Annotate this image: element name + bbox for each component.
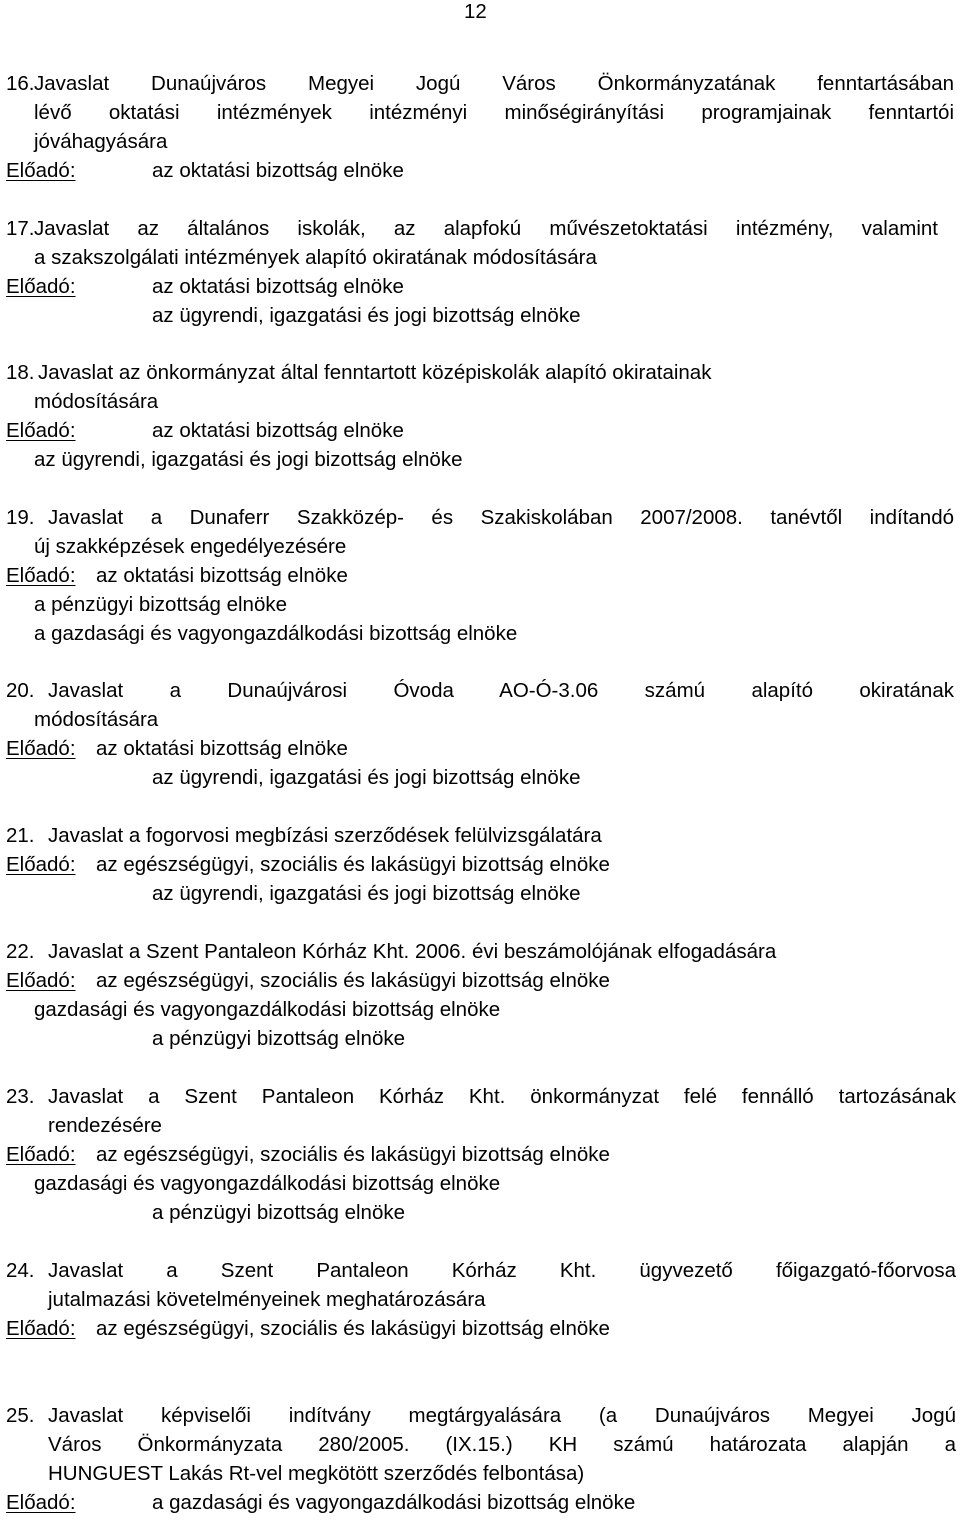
item-title-line: Javaslat az önkormányzat által fenntartott középiskolák alapító okiratainak: [38, 361, 712, 384]
presenter-label: Előadó:: [6, 1317, 76, 1340]
item-number: 24.: [6, 1259, 35, 1282]
item-number: 17.: [6, 217, 35, 240]
presenter: a pénzügyi bizottság elnöke: [152, 1201, 406, 1224]
presenter-label: Előadó:: [6, 1143, 76, 1166]
presenter: gazdasági és vagyongazdálkodási bizottság elnöke: [34, 998, 501, 1021]
presenter-label: Előadó:: [6, 275, 76, 298]
presenter: az ügyrendi, igazgatási és jogi bizottság elnöke: [152, 304, 581, 327]
item-title-line: lévő oktatási intézmények intézményi minőségirányítási programjainak fenntartói: [34, 101, 954, 124]
page-number: 12: [464, 0, 487, 23]
presenter: gazdasági és vagyongazdálkodási bizottság elnöke: [34, 1172, 501, 1195]
presenter: az oktatási bizottság elnöke: [152, 159, 404, 182]
presenter: az egészségügyi, szociális és lakásügyi bizottság elnöke: [96, 969, 610, 992]
presenter: az egészségügyi, szociális és lakásügyi bizottság elnöke: [96, 1143, 610, 1166]
item-title-line: Javaslat a Szent Pantaleon Kórház Kht. 2006. évi beszámolójának elfogadására: [48, 940, 777, 963]
item-title-line: jóváhagyására: [34, 130, 168, 153]
presenter: az egészségügyi, szociális és lakásügyi bizottság elnöke: [96, 1317, 610, 1340]
item-number: 22.: [6, 940, 35, 963]
presenter: az ügyrendi, igazgatási és jogi bizottság elnöke: [34, 448, 463, 471]
presenter-label: Előadó:: [6, 969, 76, 992]
item-title-line: Város Önkormányzata 280/2005. (IX.15.) KH számú határozata alapján a: [48, 1433, 956, 1456]
item-title-line: módosítására: [34, 390, 159, 413]
item-title-line: HUNGUEST Lakás Rt-vel megkötött szerződés felbontása): [48, 1462, 585, 1485]
item-title-line: a szakszolgálati intézmények alapító okiratának módosítására: [34, 246, 597, 269]
presenter: az oktatási bizottság elnöke: [152, 275, 404, 298]
presenter: a pénzügyi bizottság elnöke: [152, 1027, 406, 1050]
item-number: 16.: [6, 72, 35, 95]
presenter: az ügyrendi, igazgatási és jogi bizottság elnöke: [152, 766, 581, 789]
presenter: az oktatási bizottság elnöke: [96, 564, 348, 587]
presenter: a pénzügyi bizottság elnöke: [34, 593, 288, 616]
item-title-line: Javaslat a Dunaújvárosi Óvoda AO-Ó-3.06 számú alapító okiratának: [48, 679, 954, 702]
item-number: 21.: [6, 824, 35, 847]
presenter-label: Előadó:: [6, 564, 76, 587]
item-number: 25.: [6, 1404, 35, 1427]
presenter-label: Előadó:: [6, 1491, 76, 1514]
item-title-line: Javaslat a Dunaferr Szakközép- és Szakiskolában 2007/2008. tanévtől indítandó: [48, 506, 954, 529]
presenter: a gazdasági és vagyongazdálkodási bizottság elnöke: [152, 1491, 636, 1514]
presenter: a gazdasági és vagyongazdálkodási bizottság elnöke: [34, 622, 518, 645]
item-number: 20.: [6, 679, 35, 702]
presenter: az ügyrendi, igazgatási és jogi bizottság elnöke: [152, 882, 581, 905]
presenter-label: Előadó:: [6, 159, 76, 182]
item-number: 23.: [6, 1085, 35, 1108]
item-title-line: új szakképzések engedélyezésére: [34, 535, 347, 558]
presenter-label: Előadó:: [6, 419, 76, 442]
presenter: az egészségügyi, szociális és lakásügyi bizottság elnöke: [96, 853, 610, 876]
item-title-line: rendezésére: [48, 1114, 162, 1137]
item-title-line: jutalmazási követelményeinek meghatározására: [48, 1288, 486, 1311]
item-title-line: Javaslat a fogorvosi megbízási szerződések felülvizsgálatára: [48, 824, 602, 847]
item-title-line: Javaslat képviselői indítvány megtárgyalására (a Dunaújváros Megyei Jogú: [48, 1404, 956, 1427]
item-title-line: Javaslat Dunaújváros Megyei Jogú Város Önkormányzatának fenntartásában: [34, 72, 954, 95]
presenter-label: Előadó:: [6, 737, 76, 760]
item-title-line: Javaslat az általános iskolák, az alapfokú művészetoktatási intézmény, valamint: [34, 217, 938, 240]
presenter: az oktatási bizottság elnöke: [96, 737, 348, 760]
presenter-label: Előadó:: [6, 853, 76, 876]
item-number: 19.: [6, 506, 35, 529]
presenter: az oktatási bizottság elnöke: [152, 419, 404, 442]
item-title-line: módosítására: [34, 708, 159, 731]
item-title-line: Javaslat a Szent Pantaleon Kórház Kht. ügyvezető főigazgató-főorvosa: [48, 1259, 956, 1282]
item-number: 18.: [6, 361, 35, 384]
item-title-line: Javaslat a Szent Pantaleon Kórház Kht. önkormányzat felé fennálló tartozásának: [48, 1085, 956, 1108]
